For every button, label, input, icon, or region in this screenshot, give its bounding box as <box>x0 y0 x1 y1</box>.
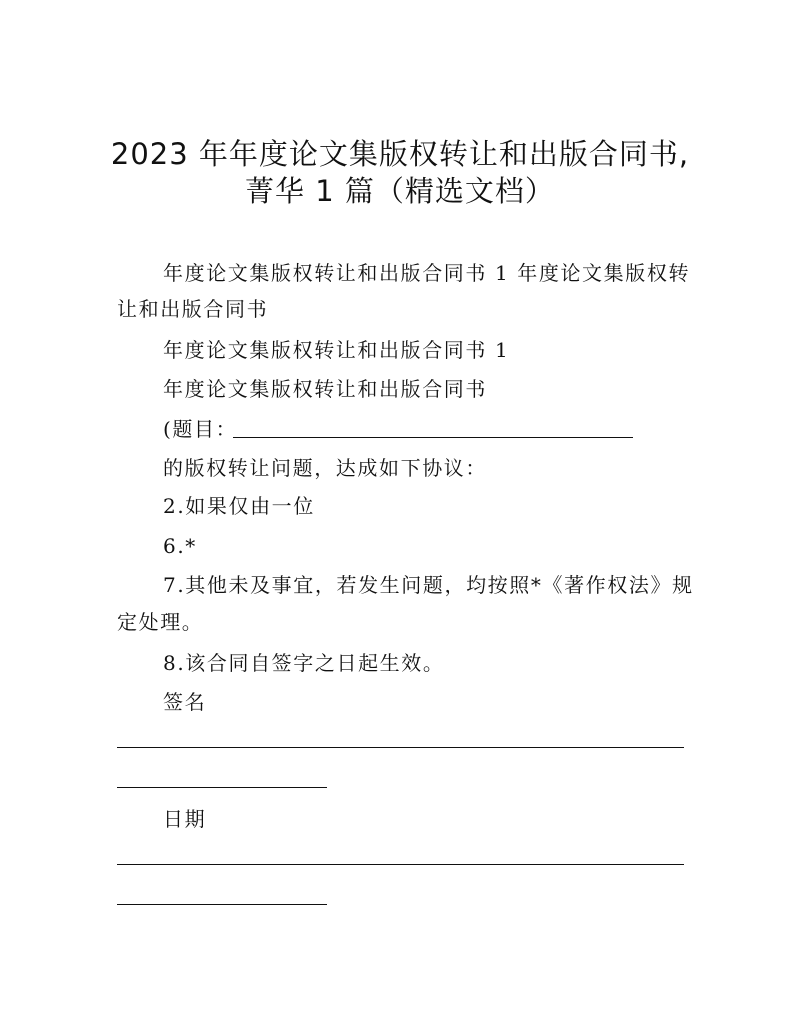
document-title-line-2: 菁华 1 篇（精选文档） <box>245 174 555 208</box>
paragraph-agreement-intro: 的版权转让问题，达成如下协议： <box>163 456 487 480</box>
paragraph-1-line-2: 让和出版合同书 <box>117 297 269 321</box>
clause-7-line-2: 定处理。 <box>117 610 204 634</box>
topic-blank-line <box>233 437 633 438</box>
date-label: 日期 <box>163 807 207 831</box>
paragraph-3: 年度论文集版权转让和出版合同书 <box>163 377 487 401</box>
signature-label: 签名 <box>163 690 207 714</box>
document-title-line-1: 2023 年年度论文集版权转让和出版合同书, <box>110 137 690 171</box>
paragraph-2: 年度论文集版权转让和出版合同书 1 <box>163 338 510 362</box>
paragraph-1-line-1: 年度论文集版权转让和出版合同书 1 年度论文集版权转 <box>163 261 691 285</box>
clause-2: 2.如果仅由一位 <box>163 494 315 518</box>
date-line-long <box>117 864 684 865</box>
date-line-short <box>117 904 327 905</box>
clause-7-line-1: 7.其他未及事宜，若发生问题，均按照*《著作权法》规 <box>163 573 694 597</box>
signature-line-short <box>117 787 327 788</box>
topic-label: (题目： <box>163 417 238 441</box>
clause-6: 6.* <box>163 534 197 558</box>
signature-line-long <box>117 747 684 748</box>
clause-8: 8.该合同自签字之日起生效。 <box>163 651 445 675</box>
